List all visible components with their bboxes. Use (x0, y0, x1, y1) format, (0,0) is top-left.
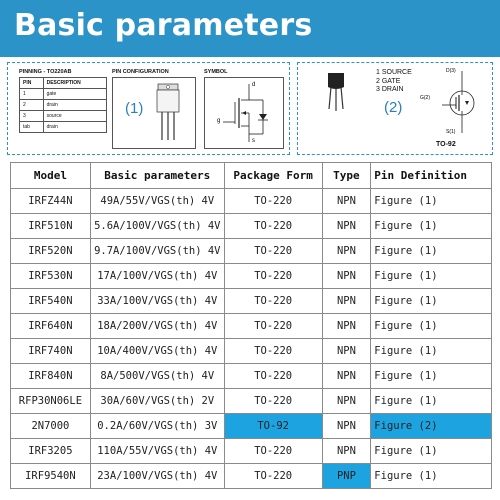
pin-description: drain (43, 122, 106, 133)
cell-package: TO-220 (224, 264, 322, 289)
table-row (11, 239, 492, 264)
cell-pin-definition: Figure (1) (371, 264, 492, 289)
pin-number: 1 (20, 89, 44, 100)
table-row (11, 339, 492, 364)
pin-description: source (43, 111, 106, 122)
to92-pin-1: 1 SOURCE (376, 69, 412, 76)
parameters-table (10, 162, 492, 489)
cell-package: TO-220 (224, 364, 322, 389)
symbol-source-label: s (252, 138, 255, 144)
header-type: Type (322, 163, 371, 189)
pin-configuration-box (112, 77, 196, 149)
table-row (11, 364, 492, 389)
cell-package-highlighted: TO-92 (224, 414, 322, 439)
cell-model: IRF520N (11, 239, 91, 264)
cell-package: TO-220 (224, 214, 322, 239)
cell-package: TO-220 (224, 389, 322, 414)
to92-pin-list (376, 69, 412, 95)
to92-package-icon (320, 69, 360, 114)
cell-package: TO-220 (224, 314, 322, 339)
cell-pin-definition: Figure (1) (371, 314, 492, 339)
to92-package-name: TO-92 (436, 141, 456, 148)
figure-2-panel (297, 62, 493, 155)
cell-model: IRF530N (11, 264, 91, 289)
cell-type-highlighted: PNP (322, 464, 371, 489)
to92-source-label: S(1) (446, 129, 456, 135)
page-title: Basic parameters (14, 8, 313, 43)
table-row (11, 289, 492, 314)
cell-type: NPN (322, 214, 371, 239)
table-row (11, 439, 492, 464)
cell-type: NPN (322, 314, 371, 339)
cell-type: NPN (322, 339, 371, 364)
cell-package: TO-220 (224, 239, 322, 264)
header-model: Model (11, 163, 91, 189)
cell-parameters: 33A/100V/VGS(th) 4V (90, 289, 224, 314)
cell-pin-definition: Figure (1) (371, 364, 492, 389)
table-row (11, 189, 492, 214)
cell-type: NPN (322, 189, 371, 214)
cell-model: IRF840N (11, 364, 91, 389)
symbol-title: SYMBOL (204, 69, 228, 75)
cell-parameters: 0.2A/60V/VGS(th) 3V (90, 414, 224, 439)
header-basic-parameters: Basic parameters (90, 163, 224, 189)
cell-pin-definition: Figure (1) (371, 464, 492, 489)
pin-number: 3 (20, 111, 44, 122)
pin-number: tab (20, 122, 44, 133)
header-package-form: Package Form (224, 163, 322, 189)
mosfet-symbol-icon (205, 78, 283, 148)
cell-model: IRF9540N (11, 464, 91, 489)
symbol-box (204, 77, 284, 149)
table-row (11, 264, 492, 289)
cell-type: NPN (322, 289, 371, 314)
to92-gate-label: G(2) (420, 95, 430, 101)
to92-pin-3: 3 DRAIN (376, 86, 404, 93)
symbol-drain-label: d (252, 82, 256, 88)
pin-number: 2 (20, 100, 44, 111)
cell-type: NPN (322, 439, 371, 464)
table-row (11, 314, 492, 339)
cell-parameters: 8A/500V/VGS(th) 4V (90, 364, 224, 389)
to220-package-icon (153, 82, 183, 144)
pin-configuration-title: PIN CONFIGURATION (112, 69, 169, 75)
cell-pin-definition: Figure (1) (371, 239, 492, 264)
cell-model: 2N7000 (11, 414, 91, 439)
symbol-gate-label: g (217, 118, 221, 124)
figure-2-label: (2) (384, 99, 403, 116)
cell-pin-definition: Figure (1) (371, 214, 492, 239)
to92-drain-label: D(3) (446, 68, 456, 74)
cell-package: TO-220 (224, 189, 322, 214)
cell-parameters: 110A/55V/VGS(th) 4V (90, 439, 224, 464)
cell-package: TO-220 (224, 464, 322, 489)
title-banner (0, 0, 500, 57)
table-row (11, 389, 492, 414)
table-header-row (11, 163, 492, 189)
cell-parameters: 23A/100V/VGS(th) 4V (90, 464, 224, 489)
to92-pin-2: 2 GATE (376, 77, 401, 85)
cell-type: NPN (322, 364, 371, 389)
cell-type: NPN (322, 264, 371, 289)
cell-pin-definition: Figure (1) (371, 189, 492, 214)
pinning-table (19, 77, 107, 133)
figure-1-panel (7, 62, 290, 155)
cell-model: IRF3205 (11, 439, 91, 464)
cell-pin-definition: Figure (1) (371, 289, 492, 314)
pinning-header-description: DESCRIPTION (43, 78, 106, 89)
header-pin-definition: Pin Definition (371, 163, 492, 189)
cell-package: TO-220 (224, 439, 322, 464)
pinning-header-pin: PIN (20, 78, 44, 89)
cell-parameters: 18A/200V/VGS(th) 4V (90, 314, 224, 339)
cell-model: IRF640N (11, 314, 91, 339)
pin-description: gate (43, 89, 106, 100)
cell-parameters: 17A/100V/VGS(th) 4V (90, 264, 224, 289)
cell-type: NPN (322, 239, 371, 264)
cell-pin-definition: Figure (1) (371, 439, 492, 464)
pinning-title: PINNING - TO220AB (19, 69, 72, 75)
cell-parameters: 10A/400V/VGS(th) 4V (90, 339, 224, 364)
cell-parameters: 30A/60V/VGS(th) 2V (90, 389, 224, 414)
cell-model: IRF510N (11, 214, 91, 239)
cell-parameters: 5.6A/100V/VGS(th) 4V (90, 214, 224, 239)
cell-model: IRF540N (11, 289, 91, 314)
cell-parameters: 9.7A/100V/VGS(th) 4V (90, 239, 224, 264)
cell-model: IRF740N (11, 339, 91, 364)
pin-description: drain (43, 100, 106, 111)
to92-mosfet-symbol-icon (434, 67, 484, 137)
cell-pin-definition: Figure (1) (371, 339, 492, 364)
table-row (11, 464, 492, 489)
cell-type: NPN (322, 389, 371, 414)
cell-pin-definition: Figure (1) (371, 389, 492, 414)
cell-type: NPN (322, 414, 371, 439)
cell-model: IRFZ44N (11, 189, 91, 214)
cell-model: RFP30N06LE (11, 389, 91, 414)
cell-package: TO-220 (224, 289, 322, 314)
figure-1-label: (1) (125, 100, 144, 117)
cell-package: TO-220 (224, 339, 322, 364)
cell-parameters: 49A/55V/VGS(th) 4V (90, 189, 224, 214)
table-row (11, 414, 492, 439)
cell-pin-definition-highlighted: Figure (2) (371, 414, 492, 439)
table-row (11, 214, 492, 239)
